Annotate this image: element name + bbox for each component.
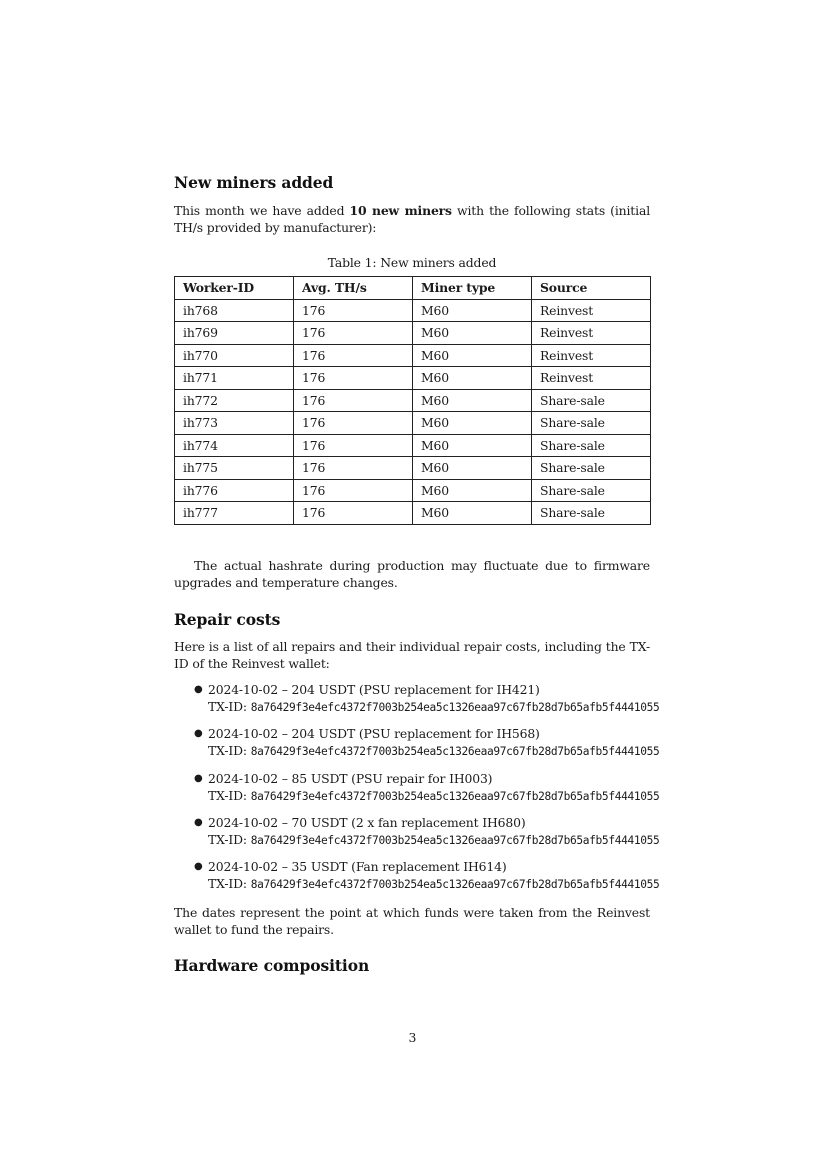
avg-ths-cell: 176 [294, 299, 413, 322]
repair-costs-section [174, 610, 650, 629]
worker-id-cell: ih770 [175, 344, 294, 367]
table-row [175, 344, 651, 367]
worker-id-cell: ih771 [175, 367, 294, 390]
worker-id-cell: ih774 [175, 434, 294, 457]
miner-type-cell: M60 [413, 299, 532, 322]
avg-ths-cell: 176 [294, 367, 413, 390]
avg-ths-cell: 176 [294, 479, 413, 502]
list-item [174, 858, 774, 902]
list-item [174, 681, 774, 725]
source-cell: Share-sale [532, 502, 651, 525]
repair-costs-heading: Repair costs [174, 610, 281, 629]
miner-type-cell: M60 [413, 412, 532, 435]
new-miners-table [174, 276, 651, 525]
repair-txid-line [208, 787, 774, 805]
repair-list [174, 681, 774, 902]
miner-type-cell: M60 [413, 502, 532, 525]
source-cell: Share-sale [532, 434, 651, 457]
repair-txid-line [208, 831, 774, 849]
repair-txid-line [208, 875, 774, 893]
table-row [175, 434, 651, 457]
avg-ths-cell: 176 [294, 457, 413, 480]
bullet-icon: ● [194, 861, 203, 873]
repair-costs-outro [174, 904, 650, 938]
miner-type-cell: M60 [413, 479, 532, 502]
intro-text-end: with the following stats (initial TH/s provided by manufacturer): [174, 203, 651, 235]
bullet-icon: ● [194, 684, 203, 695]
new-miners-intro [174, 202, 650, 236]
table-row [175, 502, 651, 525]
txid-prefix: TX-ID: [208, 743, 251, 759]
source-cell: Share-sale [532, 479, 651, 502]
column-header-avg-ths: Avg. TH/s [294, 277, 413, 300]
worker-id-cell: ih777 [175, 502, 294, 525]
repair-txid-line [208, 698, 774, 716]
txid-prefix: TX-ID: [208, 787, 251, 803]
repair-txid-line [208, 742, 774, 760]
table-row [175, 479, 651, 502]
bullet-icon: ● [194, 728, 203, 740]
txid-prefix: TX-ID: [208, 699, 251, 714]
list-item [174, 770, 774, 814]
hashrate-note-text: The actual hashrate during production may fluctuate due to firmware upgrades and temperature changes. [174, 558, 650, 590]
table-header-row [175, 277, 651, 300]
table-row [175, 457, 651, 480]
repair-description: 2024-10-02 – 85 USDT (PSU repair for IH003) [208, 770, 493, 786]
intro-text-start: This month we have added [174, 203, 350, 218]
source-cell: Share-sale [532, 412, 651, 435]
source-cell: Reinvest [532, 344, 651, 367]
avg-ths-cell: 176 [294, 434, 413, 457]
txid-value: 8a76429f3e4efc4372f7003b254ea5c1326eaa97c67fb28d7b65afb5f4441055 [250, 701, 660, 714]
new-miners-intro-text [174, 202, 650, 236]
page-number: 3 [408, 1030, 417, 1045]
txid-value: 8a76429f3e4efc4372f7003b254ea5c1326eaa97c67fb28d7b65afb5f4441055 [250, 745, 660, 759]
miner-type-cell: M60 [413, 344, 532, 367]
avg-ths-cell: 176 [294, 322, 413, 345]
avg-ths-cell: 176 [294, 389, 413, 412]
hashrate-note [174, 557, 650, 591]
table-row [175, 299, 651, 322]
miner-type-cell: M60 [413, 389, 532, 412]
table-row [175, 412, 651, 435]
worker-id-cell: ih772 [175, 389, 294, 412]
txid-prefix: TX-ID: [208, 831, 251, 847]
table-row [175, 389, 651, 412]
txid-value: 8a76429f3e4efc4372f7003b254ea5c1326eaa97c67fb28d7b65afb5f4441055 [250, 878, 660, 892]
worker-id-cell: ih769 [175, 322, 294, 345]
txid-prefix: TX-ID: [208, 876, 251, 892]
list-item [174, 725, 774, 769]
repair-costs-intro-text: Here is a list of all repairs and their individual repair costs, including the TX-ID of the Reinvest wallet: [174, 639, 650, 671]
worker-id-cell: ih776 [175, 479, 294, 502]
source-cell: Share-sale [532, 457, 651, 480]
table-row [175, 367, 651, 390]
repair-description: 2024-10-02 – 204 USDT (PSU replacement for IH421) [208, 682, 540, 697]
avg-ths-cell: 176 [294, 344, 413, 367]
source-cell: Reinvest [532, 299, 651, 322]
miner-type-cell: M60 [413, 322, 532, 345]
source-cell: Reinvest [532, 322, 651, 345]
miner-type-cell: M60 [413, 367, 532, 390]
column-header-source: Source [532, 277, 651, 300]
bullet-icon: ● [194, 816, 203, 828]
worker-id-cell: ih768 [175, 299, 294, 322]
intro-miner-count: 10 new miners [349, 203, 452, 218]
table-caption: Table 1: New miners added [327, 255, 497, 270]
worker-id-cell: ih773 [175, 412, 294, 435]
repair-description: 2024-10-02 – 70 USDT (2 x fan replacement IH680) [208, 814, 526, 830]
bullet-icon: ● [194, 772, 203, 784]
txid-value: 8a76429f3e4efc4372f7003b254ea5c1326eaa97c67fb28d7b65afb5f4441055 [250, 833, 660, 847]
hardware-composition-heading: Hardware composition [174, 956, 370, 975]
hardware-section [174, 956, 650, 975]
worker-id-cell: ih775 [175, 457, 294, 480]
avg-ths-cell: 176 [294, 502, 413, 525]
column-header-worker-id: Worker-ID [175, 277, 294, 300]
source-cell: Share-sale [532, 389, 651, 412]
repair-costs-outro-text: The dates represent the point at which funds were taken from the Reinvest wallet to fund the repairs. [174, 905, 650, 937]
new-miners-section [174, 173, 650, 192]
table-row [175, 322, 651, 345]
list-item [174, 814, 774, 858]
source-cell: Reinvest [532, 367, 651, 390]
avg-ths-cell: 176 [294, 412, 413, 435]
repair-description: 2024-10-02 – 35 USDT (Fan replacement IH614) [208, 859, 507, 875]
repair-description: 2024-10-02 – 204 USDT (PSU replacement for IH568) [208, 726, 540, 742]
repair-costs-intro [174, 638, 650, 672]
txid-value: 8a76429f3e4efc4372f7003b254ea5c1326eaa97c67fb28d7b65afb5f4441055 [250, 789, 660, 803]
column-header-miner-type: Miner type [413, 277, 532, 300]
new-miners-heading: New miners added [174, 173, 334, 192]
miner-type-cell: M60 [413, 434, 532, 457]
miner-type-cell: M60 [413, 457, 532, 480]
